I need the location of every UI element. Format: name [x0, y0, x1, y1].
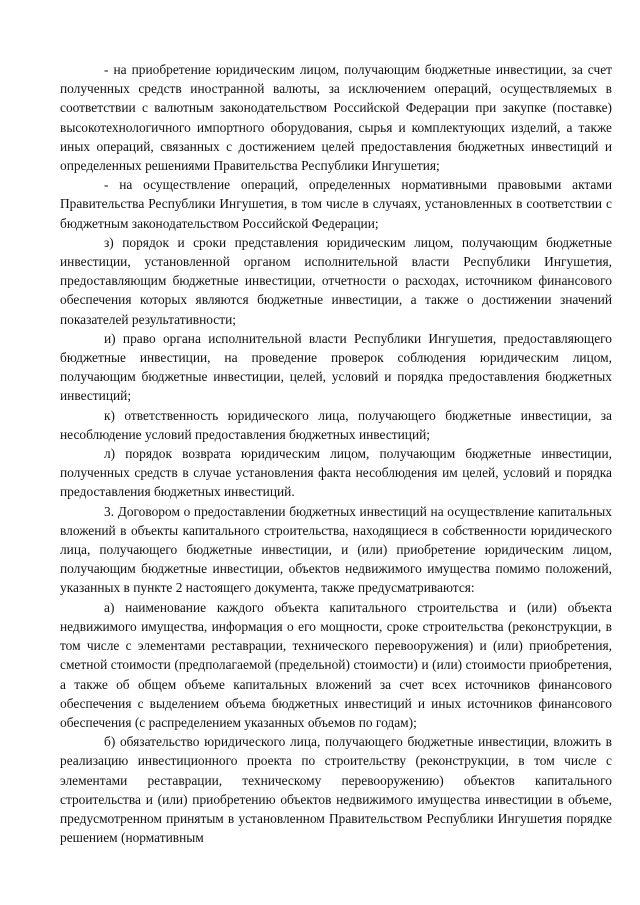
- paragraph-currency-restriction: - на приобретение юридическим лицом, получающим бюджетные инвестиции, за счет полученных средств иностранной валюты, за исключением операций, осуществляемых в соответствии с валютным законодательством Российской Федерации при закупке (поставке) высокотехнологичного импортного оборудования, сырья и комплектующих изделий, а также иных операций, связанных с достижением целей предоставления бюджетных инвестиций и определенных решениями Правительства Республики Ингушетия;: [60, 62, 612, 174]
- paragraph-section-3: 3. Договором о предоставлении бюджетных инвестиций на осуществление капитальных вложений в объекты капитального строительства, находящиеся в собственности юридического лица, получающего бюджетные инвестиции, и (или) приобретение юридическим лицом, получающим бюджетные инвестиции, объектов недвижимого имущества помимо положений, указанных в пункте 2 настоящего документа, также предусматриваются:: [60, 503, 612, 596]
- paragraph-item-k: к) ответственность юридического лица, получающего бюджетные инвестиции, за несоблюдение условий предоставления бюджетных инвестиций;: [60, 407, 612, 442]
- paragraph-item-z: з) порядок и сроки представления юридическим лицом, получающим бюджетные инвестиции, установленной органом исполнительной власти Республики Ингушетия, предоставляющим бюджетные инвестиции, отчетности о расходах, источником финансового обеспечения которых являются бюджетные инвестиции, а также о достижении значений показателей результативности;: [60, 234, 612, 327]
- paragraph-item-l: л) порядок возврата юридическим лицом, получающим бюджетные инвестиции, полученных средств в случае установления факта несоблюдения им целей, условий и порядка предоставления бюджетных инвестиций.: [60, 446, 612, 500]
- paragraph-item-a: а) наименование каждого объекта капитального строительства и (или) объекта недвижимого имущества, информация о его мощности, сроке строительства (реконструкции, в том числе с элементами реставрации, технического перевооружения) и (или) приобретения, сметной стоимости (предполагаемой (предельной) стоимости) и (или) стоимости приобретения, а также об общем объеме капитальных вложений за счет всех источников финансового обеспечения с выделением объема бюджетных инвестиций и иных источников финансового обеспечения (с распределением указанных объемов по годам);: [60, 599, 612, 730]
- document-page: [60, 60, 612, 847]
- paragraph-item-b: б) обязательство юридического лица, получающего бюджетные инвестиции, вложить в реализацию инвестиционного проекта по строительству (реконструкции, в том числе с элементами реставрации, техническому перевооружению) объектов капитального строительства и (или) приобретению объектов недвижимого имущества инвестиции в объеме, предусмотренном принятым в установленном Правительством Республики Ингушетия порядке решением (нормативным: [60, 734, 612, 846]
- paragraph-item-i: и) право органа исполнительной власти Республики Ингушетия, предоставляющего бюджетные инвестиции, на проведение проверок соблюдения юридическим лицом, получающим бюджетные инвестиции, целей, условий и порядка предоставления бюджетных инвестиций;: [60, 330, 612, 404]
- paragraph-government-operations: - на осуществление операций, определенных нормативными правовыми актами Правительства Республики Ингушетия, в том числе в случаях, установленных в соответствии с бюджетным законодательством Российской Федерации;: [60, 177, 612, 231]
